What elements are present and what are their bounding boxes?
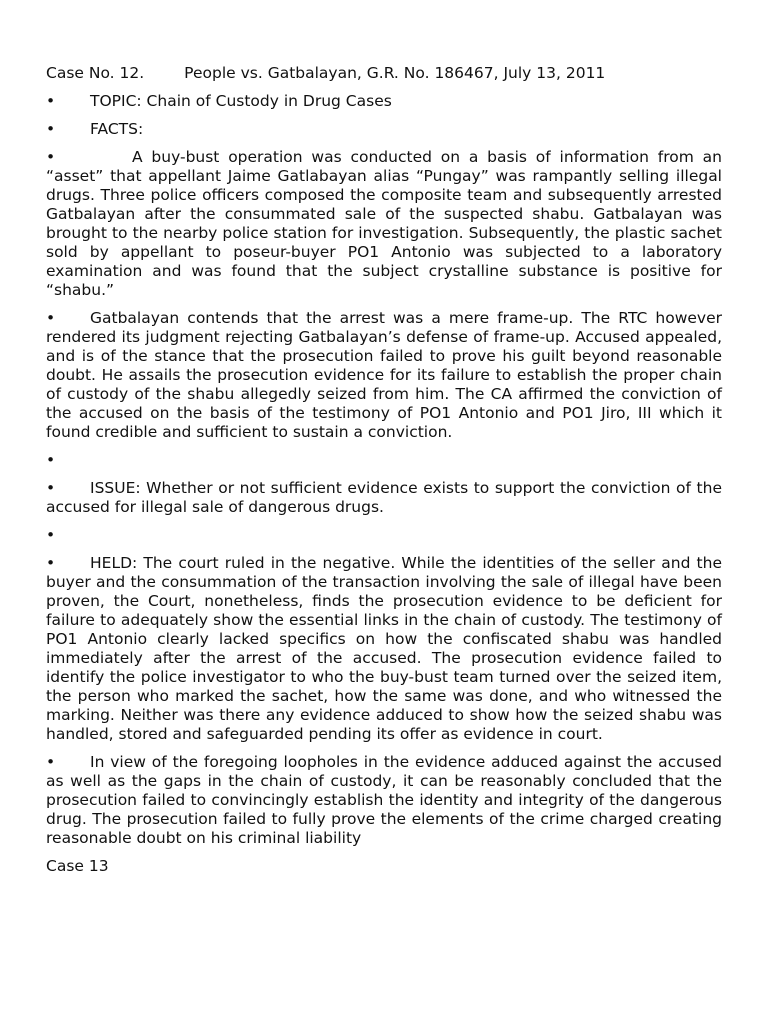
facts-label-paragraph (46, 120, 722, 139)
held-text: HELD: The court ruled in the negative. While the identities of the seller and the buyer and the consummation of the transaction involving the sale of illegal have been proven, the Court, nonetheless, finds the prosecution evidence to be deficient for failure to adequately show the essential links in the chain of custody. The testimony of PO1 Antonio clearly lacked specifics on how the confiscated shabu was handled immediately after the arrest of the accused. The prosecution evidence failed to identify the police investigator to who the buy-bust team turned over the seized item, the person who marked the sachet, how the same was done, and who witnessed the marking. Neither was there any evidence adduced to show how the seized shabu was handled, stored and safeguarded pending its offer as evidence in court. (46, 554, 722, 743)
bullet-marker: • (46, 451, 56, 469)
facts-label: FACTS: (90, 120, 144, 138)
bullet-marker: • (46, 753, 56, 771)
bullet-marker: • (46, 554, 56, 572)
held-paragraph (46, 554, 722, 744)
facts-paragraph (46, 148, 722, 300)
case-heading (46, 64, 722, 83)
bullet-marker: • (46, 479, 56, 497)
case-title: People vs. Gatbalayan, G.R. No. 186467, July 13, 2011 (184, 64, 606, 82)
empty-bullet-paragraph (46, 451, 722, 470)
topic-paragraph (46, 92, 722, 111)
case-number: Case No. 12. (46, 64, 145, 82)
facts-text: A buy-bust operation was conducted on a basis of information from an “asset” that appellant Jaime Gatlabayan alias “Pungay” was rampantly selling illegal drugs. Three police officers composed the composite team and subsequently arrested Gatbalayan after the consummated sale of the suspected shabu. Gatbalayan was brought to the nearby police station for investigation. Subsequently, the plastic sachet sold by appellant to poseur-buyer PO1 Antonio was subjected to a laboratory examination and was found that the subject crystalline substance is positive for “shabu.” (46, 148, 722, 299)
conclusion-paragraph (46, 753, 722, 848)
issue-text: ISSUE: Whether or not sufficient evidence exists to support the conviction of the accused for illegal sale of dangerous drugs. (46, 479, 722, 516)
issue-paragraph (46, 479, 722, 517)
topic-text: TOPIC: Chain of Custody in Drug Cases (90, 92, 392, 110)
contention-text: Gatbalayan contends that the arrest was a mere frame-up. The RTC however rendered its judgment rejecting Gatbalayan’s defense of frame-up. Accused appealed, and is of the stance that the prosecution failed to prove his guilt beyond reasonable doubt. He assails the prosecution evidence for its failure to establish the proper chain of custody of the shabu allegedly seized from him. The CA affirmed the conviction of the accused on the basis of the testimony of PO1 Antonio and PO1 Jiro, III which it found credible and sufficient to sustain a conviction. (46, 309, 722, 441)
bullet-marker: • (46, 526, 56, 544)
bullet-marker: • (46, 120, 56, 138)
bullet-marker: • (46, 309, 56, 327)
empty-bullet-paragraph (46, 526, 722, 545)
conclusion-text: In view of the foregoing loopholes in the evidence adduced against the accused as well as the gaps in the chain of custody, it can be reasonably concluded that the prosecution failed to convincingly establish the identity and integrity of the dangerous drug. The prosecution failed to fully prove the elements of the crime charged creating reasonable doubt on his criminal liability (46, 753, 722, 847)
bullet-marker: • (46, 92, 56, 110)
next-case-heading: Case 13 (46, 857, 109, 875)
bullet-marker: • (46, 148, 56, 166)
contention-paragraph (46, 309, 722, 442)
